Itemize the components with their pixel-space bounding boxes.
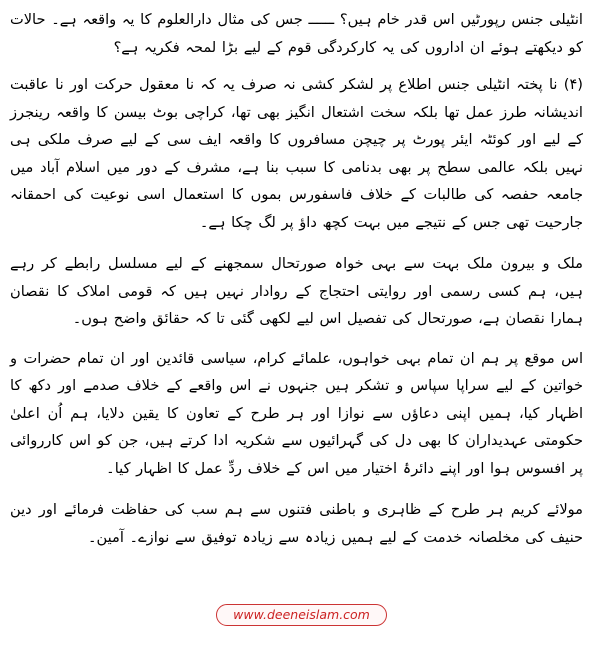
paragraph-well-wishers: ملک و بیرون ملک بہت سے بہی خواہ صورتحال سمجھنے کے لیے مسلسل رابطے کر رہے ہیں، ہم کسی رسمی اور روایتی احتجاج کے روادار نہیں ہیں کہ قومی املاک کا نقصان ہمارا نقصان ہے، صورتحال کی تفصیل اس لیے لکھی گئی تا کہ حقائق واضح ہوں۔	[10, 255, 583, 327]
paragraph-point-four: (۴) نا پختہ انٹیلی جنس اطلاع پر لشکر کشی نہ صرف یہ کہ نا معقول حرکت اور نا عاقبت اندیشانہ طرز عمل تھا بلکہ سخت اشتعال انگیز بھی تھا، کراچی بوٹ بیسن کا واقعہ رینجرز کے لیے اور کوئٹہ ایئر پورٹ پر چیچن مسافروں کا واقعہ ایف سی کے لیے صرف ملکی ہی نہیں بلکہ عالمی سطح پر بھی بدنامی کا سبب بنا ہے، مشرف کے دور میں اسلام آباد میں جامعہ حفصہ کی طالبات کے خلاف فاسفورس بموں کا استعمال اسی نوعیت کی احمقانہ جارحیت تھی جس کے نتیجے میں بہت کچھ داؤ پر لگ چکا ہے۔	[10, 76, 583, 231]
watermark-url: www.deeneislam.com	[216, 604, 387, 626]
paragraph-intelligence-reports: انٹیلی جنس رپورٹیں اس قدر خام ہیں؟ ــــــ جس کی مثال دارالعلوم کا یہ واقعہ ہے۔ حالات کو دیکھتے ہوئے ان اداروں کی یہ کارکردگی قوم کے لیے بڑا لمحہ فکریہ ہے؟	[10, 11, 583, 56]
watermark	[0, 604, 595, 626]
paragraph-closing-prayer: مولائے کریم ہر طرح کے ظاہری و باطنی فتنوں سے ہم سب کی حفاظت فرمائے اور دین حنیف کی مخلصانہ خدمت کے لیے ہمیں زیادہ سے زیادہ توفیق سے نوازے۔ آمین۔	[10, 501, 583, 546]
paragraph-gratitude: اس موقع پر ہم ان تمام بہی خواہوں، علمائے کرام، سیاسی قائدین اور ان تمام حضرات و خواتین کے لیے سراپا سپاس و تشکر ہیں جنہوں نے اس واقعے کے خلاف صدمے اور دکھ کا اظہار کیا، ہمیں اپنی دعاؤں سے نوازا اور ہر طرح کے تعاون کا یقین دلایا، ہم اُن اعلیٰ حکومتی عہدیداران کا بھی دل کی گہرائیوں سے شکریہ ادا کرتے ہیں، جن کو اس کارروائی پر افسوس ہوا اور اپنے دائرۂ اختیار میں اس کے خلاف ردِّ عمل کا اظہار کیا۔	[10, 349, 583, 477]
